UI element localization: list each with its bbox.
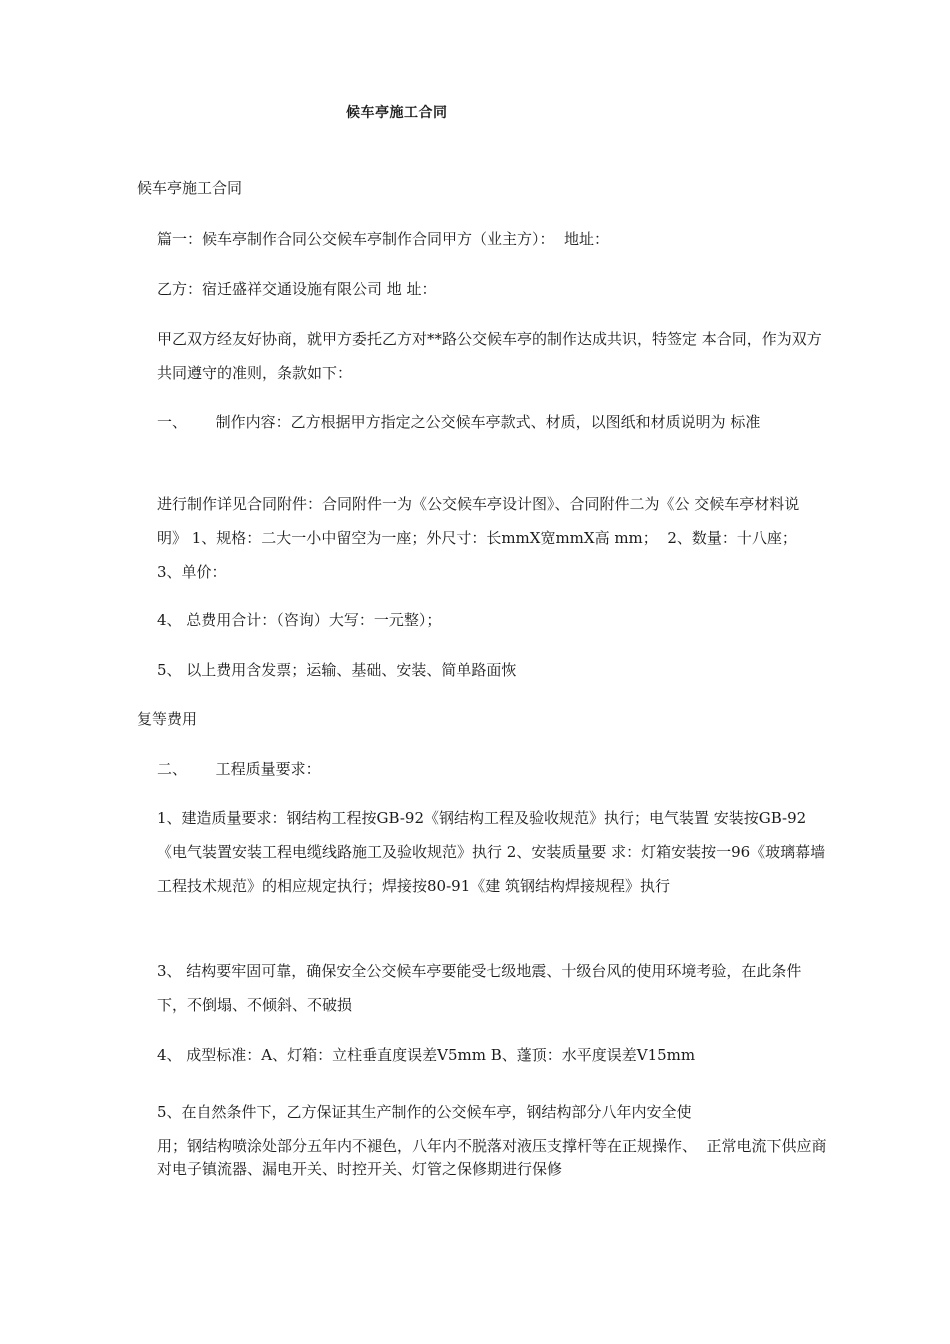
paragraph-party-a: 篇一：候车亭制作合同公交候车亭制作合同甲方（业主方）： 地址： — [157, 230, 610, 248]
paragraph-heading: 候车亭施工合同 — [137, 179, 243, 197]
paragraph-item-5: 5、 以上费用含发票；运输、基础、安装、简单路面恢 — [157, 661, 517, 679]
paragraph-quality-3: 3、 结构要牢固可靠，确保安全公交候车亭要能受七级地震、十级台风的使用环境考验，在此条件下，不倒塌、不倾斜、不破损 — [157, 962, 802, 1014]
paragraph-item-4: 4、 总费用合计：（咨询）大写：一元整）； — [157, 611, 442, 629]
paragraph-party-b: 乙方：宿迁盛祥交通设施有限公司 地 址： — [157, 280, 437, 298]
paragraph-section-1: 一、 制作内容：乙方根据甲方指定之公交候车亭款式、材质，以图纸和材质说明为 标准 — [157, 413, 761, 431]
paragraph-quality-4: 4、 成型标准：A、灯箱：立柱垂直度误差V5mm B、蓬顶：水平度误差V15mm — [157, 1046, 696, 1064]
paragraph-preamble: 甲乙双方经友好协商，就甲方委托乙方对**路公交候车亭的制作达成共识，特签定 本合同，作为双方共同遵守的准则，条款如下： — [157, 330, 822, 382]
paragraph-quality-1: 1、建造质量要求：钢结构工程按GB-92《钢结构工程及验收规范》执行；电气装置 安装按GB-92《电气装置安装工程电缆线路施工及验收规范》执行 2、安装质量要 求：灯箱安装按一96《玻璃幕墙工程技术规范》的相应规定执行；焊接按80-91《建 筑钢结构焊接规程》执行 — [157, 809, 826, 895]
paragraph-section-1-detail: 进行制作详见合同附件：合同附件一为《公交候车亭设计图》、合同附件二为《公 交候车亭材料说明》 1、规格：二大一小中留空为一座；外尺寸：长mmX宽mmX高 mm； 2、数量：十八座； 3、单价： — [157, 495, 807, 581]
paragraph-section-2: 二、 工程质量要求： — [157, 760, 321, 778]
paragraph-quality-5-cont: 用；钢结构喷涂处部分五年内不褪色，八年内不脱落对液压支撑杆等在正规操作、 正常电流下供应商对电子镇流器、漏电开关、时控开关、灯管之保修期进行保修 — [157, 1137, 827, 1178]
paragraph-quality-5: 5、在自然条件下，乙方保证其生产制作的公交候车亭，钢结构部分八年内安全使 — [157, 1103, 692, 1121]
paragraph-item-5-cont: 复等费用 — [137, 710, 198, 728]
document-title: 候车亭施工合同 — [346, 105, 448, 121]
